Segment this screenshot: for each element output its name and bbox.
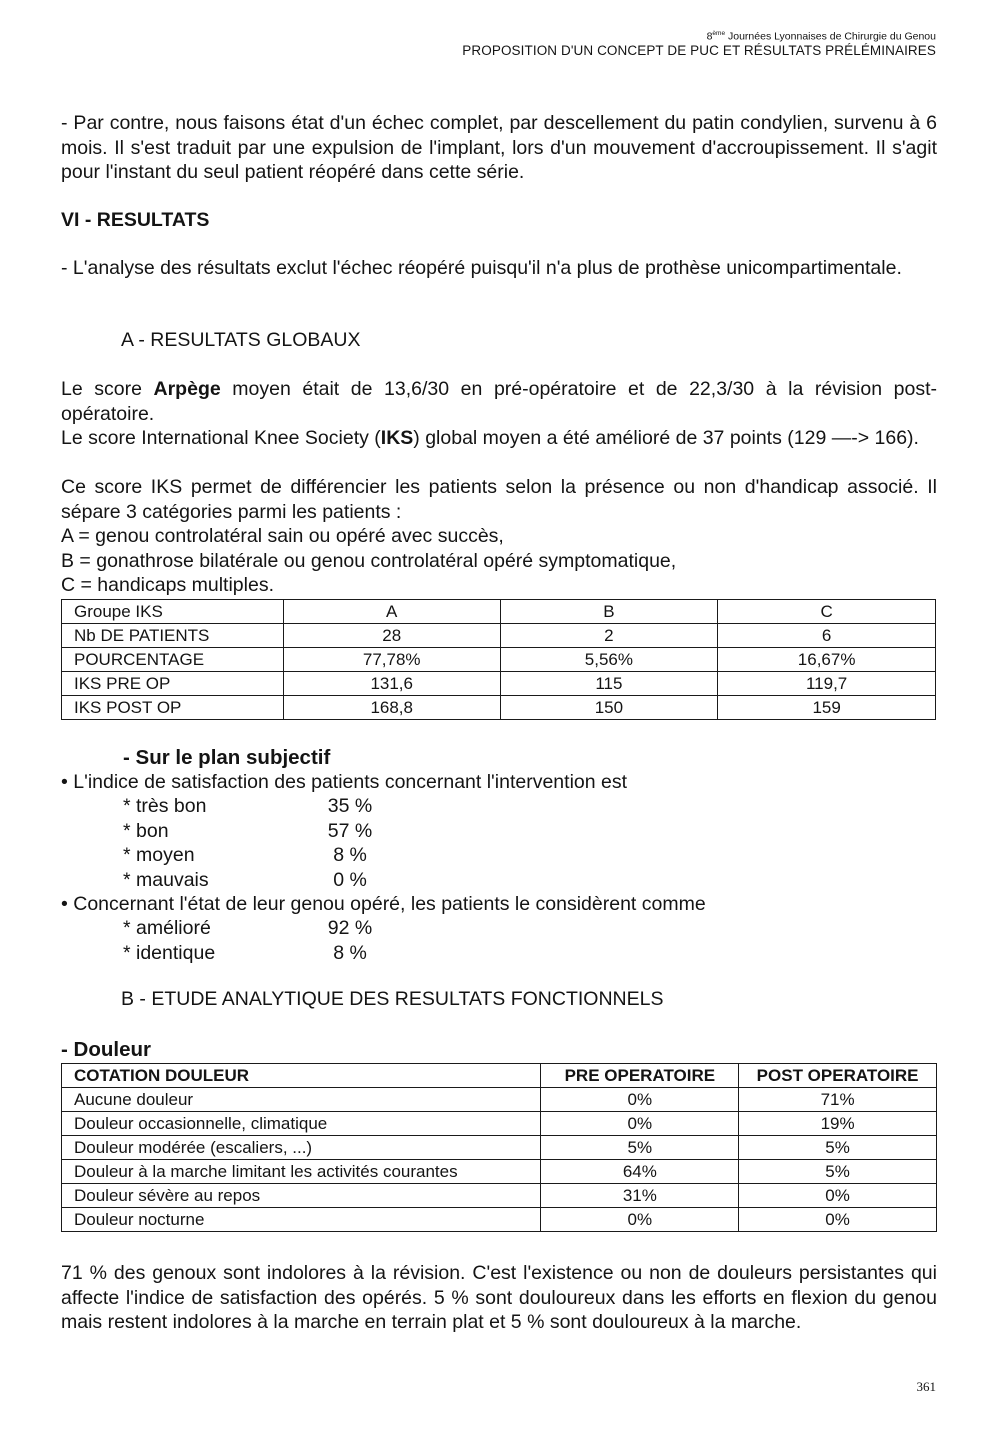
table-cell: 28 [283, 624, 500, 648]
arpege-term: Arpège [153, 378, 221, 400]
iks-term: IKS [380, 427, 414, 449]
table-cell: B [500, 600, 718, 624]
table-cell: Douleur modérée (escaliers, ...) [62, 1136, 541, 1160]
table-cell: Douleur sévère au repos [62, 1184, 541, 1208]
column-header: COTATION DOULEUR [62, 1064, 541, 1088]
table-row [62, 648, 936, 672]
table-cell: 159 [718, 696, 936, 720]
table-row [62, 1184, 937, 1208]
table-cell: 0% [541, 1208, 739, 1232]
table-row [62, 1160, 937, 1184]
satisfaction-block [61, 770, 706, 965]
section-title: VI - RESULTATS [61, 209, 210, 231]
subsection-b-title: B - ETUDE ANALYTIQUE DES RESULTATS FONCTIONNELS [121, 988, 664, 1010]
table-row [62, 1112, 937, 1136]
table-cell: Douleur à la marche limitant les activités courantes [62, 1160, 541, 1184]
table-row [62, 1208, 937, 1232]
table-cell: POURCENTAGE [62, 648, 284, 672]
table-cell: Nb DE PATIENTS [62, 624, 284, 648]
running-header [462, 30, 936, 59]
douleur-title: - Douleur [61, 1038, 151, 1061]
table-cell: 5,56% [500, 648, 718, 672]
table-row [62, 1136, 937, 1160]
iks-explain-paragraph: Ce score IKS permet de différencier les patients selon la présence ou non d'handicap associé. Il sépare 3 catégories parmi les patients : [61, 476, 937, 523]
list-item: * identique 8 % [123, 941, 367, 964]
table-row [62, 696, 936, 720]
subjective-title: - Sur le plan subjectif [123, 746, 331, 769]
table-row [62, 624, 936, 648]
table-cell: Douleur nocturne [62, 1208, 541, 1232]
table-cell: A [283, 600, 500, 624]
header-article-title: PROPOSITION D'UN CONCEPT DE PUC ET RÉSULTATS PRÉLÉMINAIRES [462, 43, 936, 59]
table-cell: 119,7 [718, 672, 936, 696]
table-cell: C [718, 600, 936, 624]
table-cell: IKS PRE OP [62, 672, 284, 696]
arpege-paragraph: Le score Arpège moyen était de 13,6/30 en pré-opératoire et de 22,3/30 à la révision post-opératoire. [61, 378, 937, 425]
table-cell: 0% [739, 1184, 937, 1208]
category-b: B = gonathrose bilatérale ou genou controlatéral opéré symptomatique, [61, 549, 677, 572]
table-header-row [62, 1064, 937, 1088]
list-item: * très bon 35 % [123, 795, 373, 818]
header-conference-line: 8ème Journées Lyonnaises de Chirurgie du Genou [706, 30, 936, 43]
pain-table [61, 1063, 937, 1232]
list-item: * bon 57 % [123, 819, 373, 842]
satisfaction-intro: • L'indice de satisfaction des patients concernant l'intervention est [61, 771, 628, 793]
table-cell: 31% [541, 1184, 739, 1208]
column-header: POST OPERATOIRE [739, 1064, 937, 1088]
list-item: * moyen 8 % [123, 844, 367, 867]
table-cell: 131,6 [283, 672, 500, 696]
subsection-a-title: A - RESULTATS GLOBAUX [121, 329, 361, 351]
table-cell: Douleur occasionnelle, climatique [62, 1112, 541, 1136]
table-cell: 71% [739, 1088, 937, 1112]
table-cell: 0% [541, 1088, 739, 1112]
intro-paragraph: - Par contre, nous faisons état d'un échec complet, par descellement du patin condylien, survenu à 6 mois. Il s'est traduit par une expulsion de l'implant, lors d'un mouvement d'accroupissement. Il s'agit pour l'instant du seul patient réopéré dans cette série. [61, 112, 937, 183]
table-cell: 150 [500, 696, 718, 720]
table-cell: 16,67% [718, 648, 936, 672]
table-cell: 77,78% [283, 648, 500, 672]
list-item: * mauvais 0 % [123, 868, 367, 891]
table-cell: 5% [541, 1136, 739, 1160]
iks-table [61, 599, 936, 720]
column-header: PRE OPERATOIRE [541, 1064, 739, 1088]
table-cell: 5% [739, 1136, 937, 1160]
category-c: C = handicaps multiples. [61, 574, 274, 596]
table-row [62, 600, 936, 624]
analysis-paragraph: - L'analyse des résultats exclut l'échec réopéré puisqu'il n'a plus de prothèse unicompartimentale. [61, 257, 902, 279]
table-cell: 0% [739, 1208, 937, 1232]
table-cell: 2 [500, 624, 718, 648]
table-cell: 168,8 [283, 696, 500, 720]
category-a: A = genou controlatéral sain ou opéré avec succès, [61, 525, 504, 547]
closing-paragraph: 71 % des genoux sont indolores à la révision. C'est l'existence ou non de douleurs persistantes qui affecte l'indice de satisfaction des opérés. 5 % sont douloureux dans les efforts en flexion du genou mais restent indolores à la marche en terrain plat et 5 % sont douloureux à la marche. [61, 1262, 937, 1333]
table-cell: 115 [500, 672, 718, 696]
category-list [61, 524, 937, 598]
table-cell: IKS POST OP [62, 696, 284, 720]
table-cell: 5% [739, 1160, 937, 1184]
table-row [62, 672, 936, 696]
list-item: * amélioré 92 % [123, 917, 373, 940]
table-cell: Aucune douleur [62, 1088, 541, 1112]
iks-paragraph: Le score International Knee Society (IKS) global moyen a été amélioré de 37 points (129 —-> 166). [61, 427, 919, 449]
table-cell: Groupe IKS [62, 600, 284, 624]
table-cell: 0% [541, 1112, 739, 1136]
table-cell: 64% [541, 1160, 739, 1184]
state-intro: • Concernant l'état de leur genou opéré, les patients le considèrent comme [61, 893, 706, 916]
page-number: 361 [916, 1379, 936, 1394]
table-cell: 19% [739, 1112, 937, 1136]
table-cell: 6 [718, 624, 936, 648]
table-row [62, 1088, 937, 1112]
